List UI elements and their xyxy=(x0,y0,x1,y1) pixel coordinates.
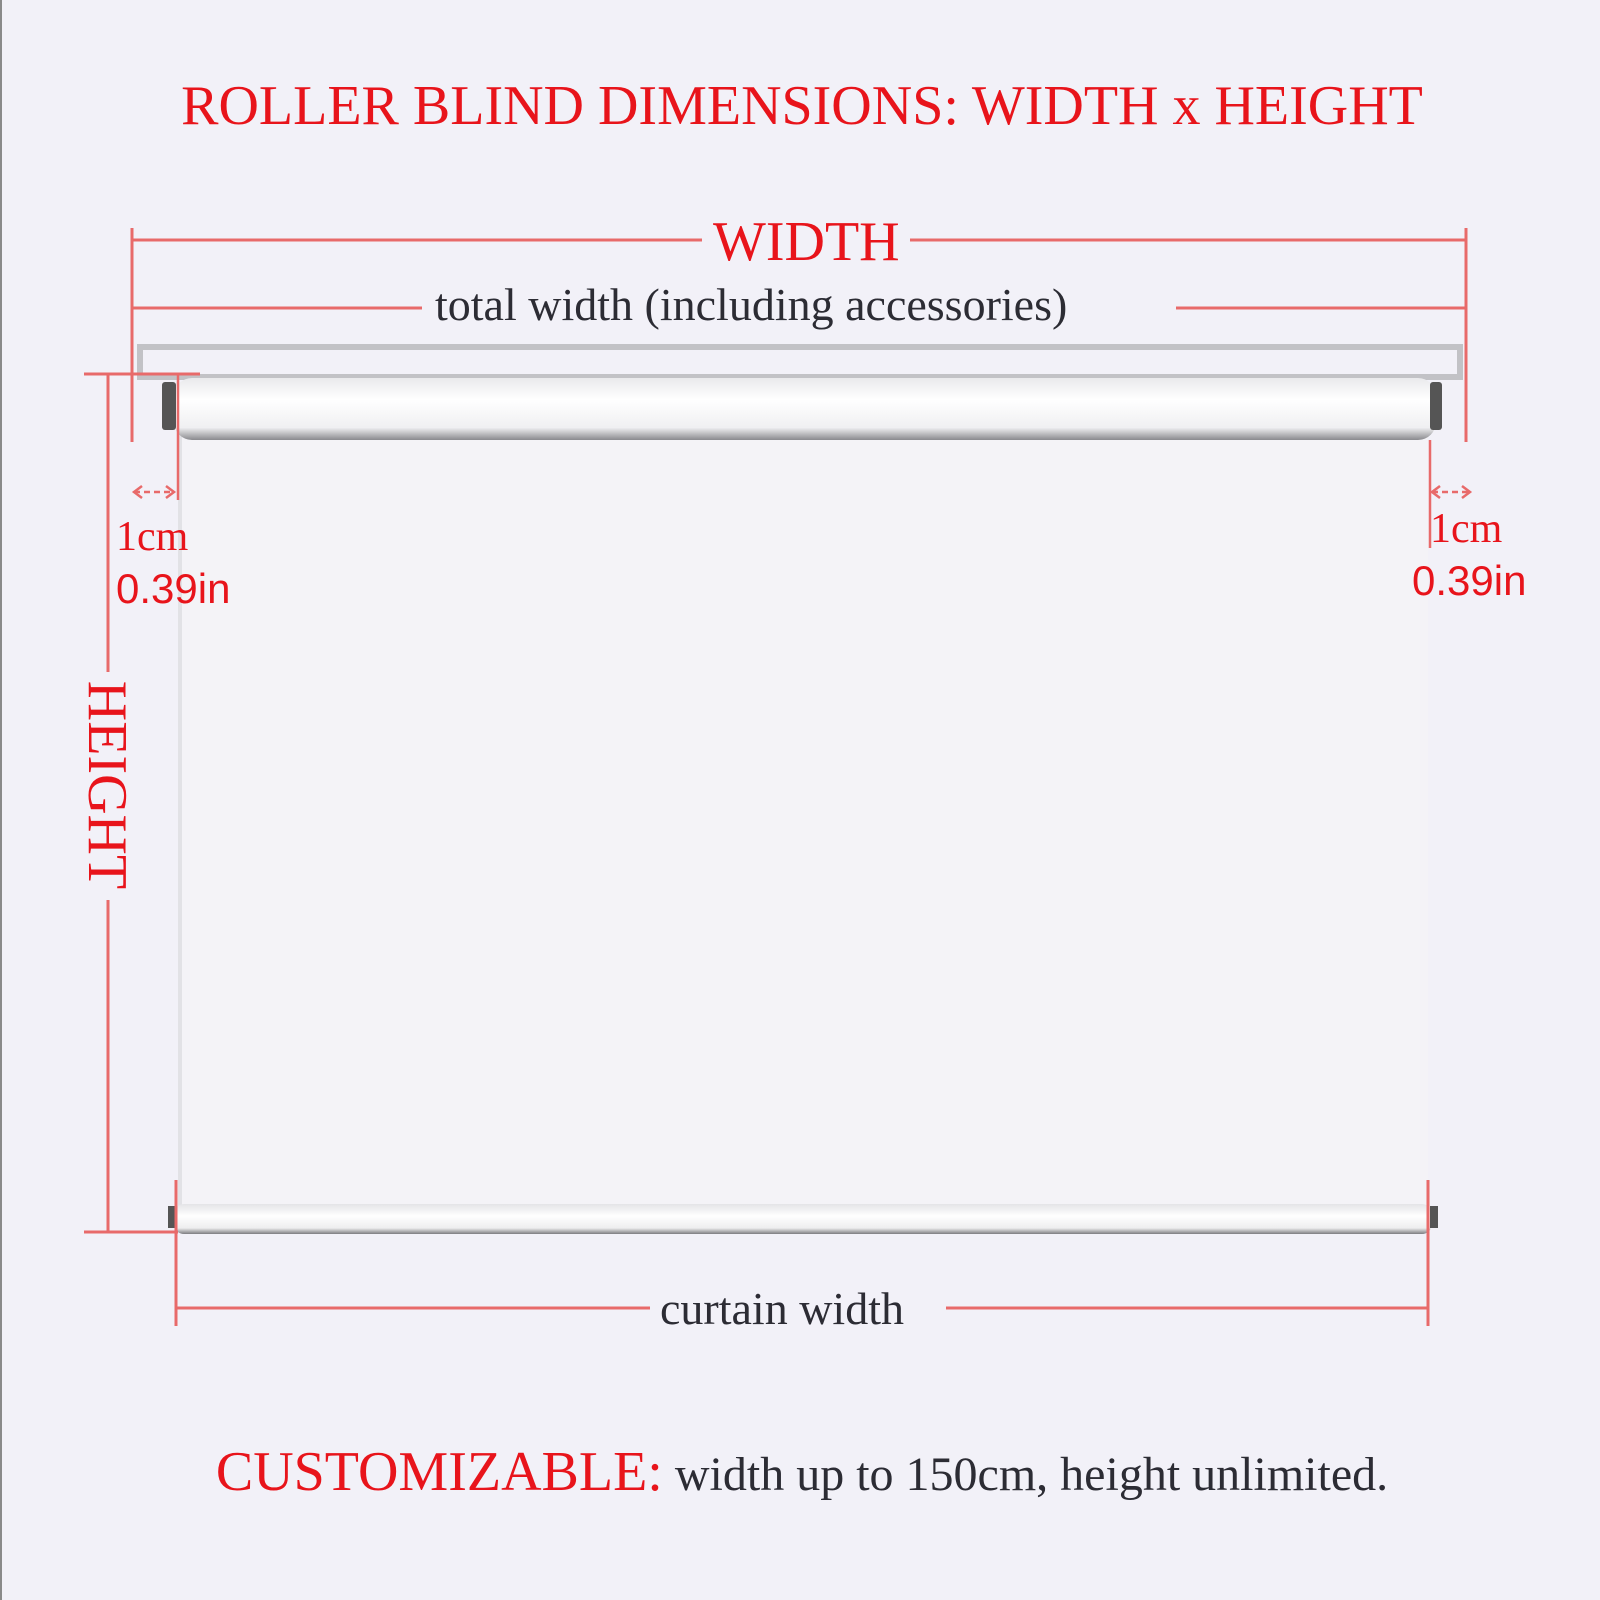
height-label: HEIGHT xyxy=(76,680,138,890)
bottom-bar xyxy=(174,1204,1432,1234)
mounting-rail xyxy=(140,347,1460,377)
page-title: ROLLER BLIND DIMENSIONS: WIDTH x HEIGHT xyxy=(181,75,1423,137)
footer-key: CUSTOMIZABLE: xyxy=(215,1441,663,1503)
bottom-cap-right xyxy=(1430,1206,1438,1228)
blind-fabric xyxy=(178,430,1428,1210)
left-gap-inch: 0.39in xyxy=(116,565,231,612)
footer-note xyxy=(2,1441,1600,1503)
width-label: WIDTH xyxy=(713,211,900,273)
end-cap-right xyxy=(1430,382,1442,430)
right-gap-cm: 1cm xyxy=(1430,506,1503,552)
curtain-width-label: curtain width xyxy=(660,1283,904,1334)
end-cap-left xyxy=(162,382,176,430)
right-gap-inch: 0.39in xyxy=(1412,557,1527,604)
footer-text: width up to 150cm, height unlimited. xyxy=(662,1448,1389,1501)
roller-tube xyxy=(174,378,1436,440)
total-width-label: total width (including accessories) xyxy=(435,279,1068,330)
left-gap-cm: 1cm xyxy=(116,514,189,560)
